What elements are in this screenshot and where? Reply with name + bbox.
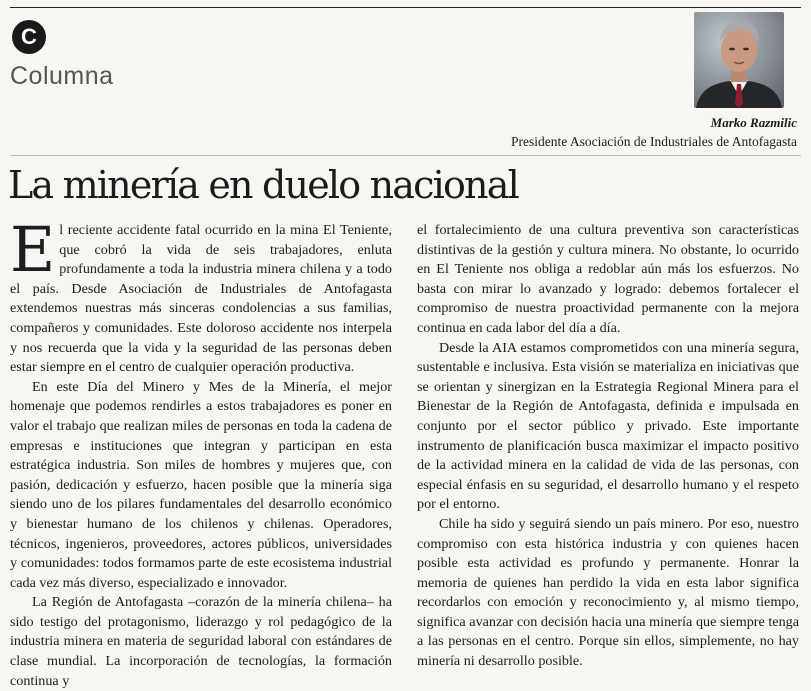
author-role: Presidente Asociación de Industriales de Antofagasta: [510, 134, 797, 149]
article-column-left: [10, 213, 392, 691]
article-column-right: [417, 221, 799, 672]
drop-cap: E: [10, 213, 56, 286]
paragraph: Chile ha sido y seguirá siendo un país minero. Por eso, nuestro compromiso con esta histórica industria y con quienes hacen posible esta actividad es profundo y permanente. Honrar la memoria de quienes han perdido la vida en esta labor significa recordarlos con emoción y reconocimiento y, al mismo tiempo, significa avanzar con decisión hacia una minería que siempre tenga a las personas en el centro. Porque sin ellos, simplemente, no hay minería ni desarrollo posible.: [417, 515, 799, 670]
section-title: Columna: [10, 62, 114, 90]
header-divider: [10, 155, 801, 156]
paragraph: En este Día del Minero y Mes de la Minería, el mejor homenaje que podemos rendirles a estos trabajadores es poner en valor el trabajo que realizan miles de personas en toda la cadena de empresas e instituciones que integran y participan en esta estratégica industria. Son miles de hombres y mujeres que, con pasión, dedicación y esfuerzo, hacen posible que la minería siga siendo uno de los pilares fundamentales del desarrollo económico y bienestar humano de los chilenos y chilenas. Operadores, técnicos, ingenieros, proveedores, actores públicos, universidades y comunidades: todos formamos parte de este ecosistema industrial cada vez más diverso, especializado e innovador.: [10, 378, 392, 591]
article-headline: La minería en duelo nacional: [8, 163, 518, 207]
paragraph: Desde la AIA estamos comprometidos con una minería segura, sustentable e inclusiva. Esta visión se materializa en iniciativas que se orientan y sinergizan en la Estrategia Regional Minera para el Bienestar de la Región de Antofagasta, definida e impulsada en conjunto por el sector público y privado. Este importante instrumento de planificación busca maximizar el impacto positivo de la actividad minera en la calidad de vida de las personas, con especial énfasis en su seguridad, el desarrollo humano y el respeto por el entorno.: [417, 339, 799, 513]
column-badge: C: [12, 20, 46, 54]
top-rule: [10, 7, 801, 8]
author-photo: [694, 12, 784, 108]
paragraph-text: l reciente accidente fatal ocurrido en la mina El Teniente, que cobró la vida de seis trabajadores, enluta profundamente a toda la industria minera chilena y a todo el país. Desde Asociación de Industriales de Antofagasta extendemos nuestras más sinceras condolencias a sus familias, compañeros y comunidades. Este doloroso accidente nos interpela y nos recuerda que la vida y la seguridad de las personas deben estar siempre en el centro de cualquier operación productiva.: [10, 222, 392, 376]
paragraph: el fortalecimiento de una cultura preventiva son características distintivas de la gestión y cultura minera. No obstante, lo ocurrido en El Teniente nos obliga a redoblar aún más los esfuerzos. No basta con mirar lo avanzado y logrado: debemos fortalecer el compromiso de nuestra proactividad permanente con la mejora continua en cada labor del día a día.: [417, 222, 799, 336]
author-name: Marko Razmilic: [710, 115, 797, 130]
paragraph: La Región de Antofagasta –corazón de la minería chilena– ha sido testigo del protagonismo, liderazgo y rol pedagógico de la industria minera en materia de seguridad laboral con estándares de clase mundial. La incorporación de tecnologías, la formación continua y: [10, 594, 392, 689]
paragraph: [10, 213, 392, 378]
